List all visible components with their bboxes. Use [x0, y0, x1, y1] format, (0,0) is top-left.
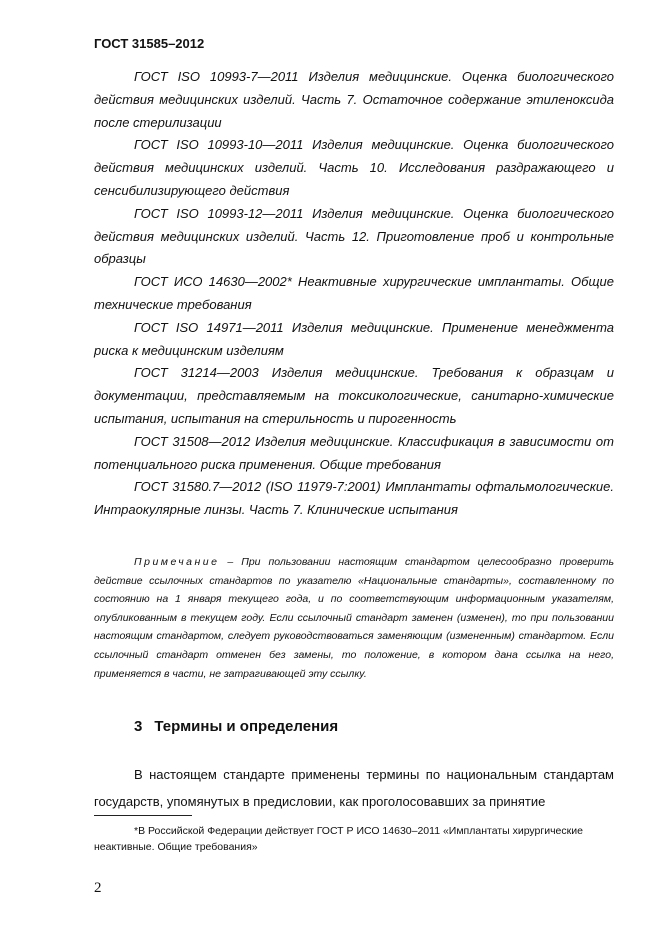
normative-references-list [94, 66, 614, 522]
reference-item: ГОСТ 31214—2003 Изделия медицинские. Требования к образцам и документации, представляемым на токсикологические, санитарно-химические испытания, испытания на стерильность и пирогенность [94, 365, 614, 426]
footnote: *В Российской Федерации действует ГОСТ Р ИСО 14630–2011 «Имплантаты хирургические неактивные. Общие требования» [94, 825, 583, 853]
reference-item: ГОСТ 31508—2012 Изделия медицинские. Классификация в зависимости от потенциального риска применения. Общие требования [94, 433, 614, 472]
reference-item: ГОСТ ISO 10993-10—2011 Изделия медицинские. Оценка биологического действия медицинских изделий. Часть 10. Исследования раздражающего и сенсибилизирующего действия [94, 137, 614, 198]
reference-item: ГОСТ ISO 14971—2011 Изделия медицинские. Применение менеджмента риска к медицинским изделиям [94, 319, 614, 358]
page-number: 2 [94, 880, 102, 896]
reference-item: ГОСТ ISO 10993-7—2011 Изделия медицинские. Оценка биологического действия медицинских изделий. Часть 7. Остаточное содержание этиленоксида после стерилизации [94, 69, 614, 130]
section-title: Термины и определения [154, 718, 339, 735]
reference-item: ГОСТ ISO 10993-12—2011 Изделия медицинские. Оценка биологического действия медицинских изделий. Часть 12. Приготовление проб и контрольные образцы [94, 205, 614, 267]
reference-item: ГОСТ ИСО 14630—2002* Неактивные хирургические имплантаты. Общие технические требования [94, 274, 614, 312]
note-label: Примечание [134, 556, 220, 568]
document-header: ГОСТ 31585–2012 [94, 36, 205, 51]
note-paragraph [94, 553, 614, 683]
body-paragraph: В настоящем стандарте применены термины по национальным стандартам государств, упомянутых в предисловии, как проголосовавших за принятие [94, 767, 614, 809]
note-text: – При пользовании настоящим стандартом целесообразно проверить действие ссылочных стандартов по указателю «Национальные стандарты», составленному по состоянию на 1 января текущего года, и по соответствующим информационным указателям, опубликованным в текущем году. Если ссылочный стандарт заменен (изменен), то при пользовании настоящим стандартом, следует руководствоваться заменяющим (измененным) стандартом. Если ссылочный стандарт отменен без замены, то положение, в котором дана ссылка на него, применяется в части, не затрагивающей эту ссылку. [94, 556, 614, 680]
reference-item: ГОСТ 31580.7—2012 (ISO 11979-7:2001) Имплантаты офтальмологические. Интраокулярные линзы. Часть 7. Клинические испытания [94, 479, 614, 518]
section-number: 3 [134, 718, 143, 735]
footnote-divider [94, 815, 192, 816]
section-heading [134, 718, 338, 735]
